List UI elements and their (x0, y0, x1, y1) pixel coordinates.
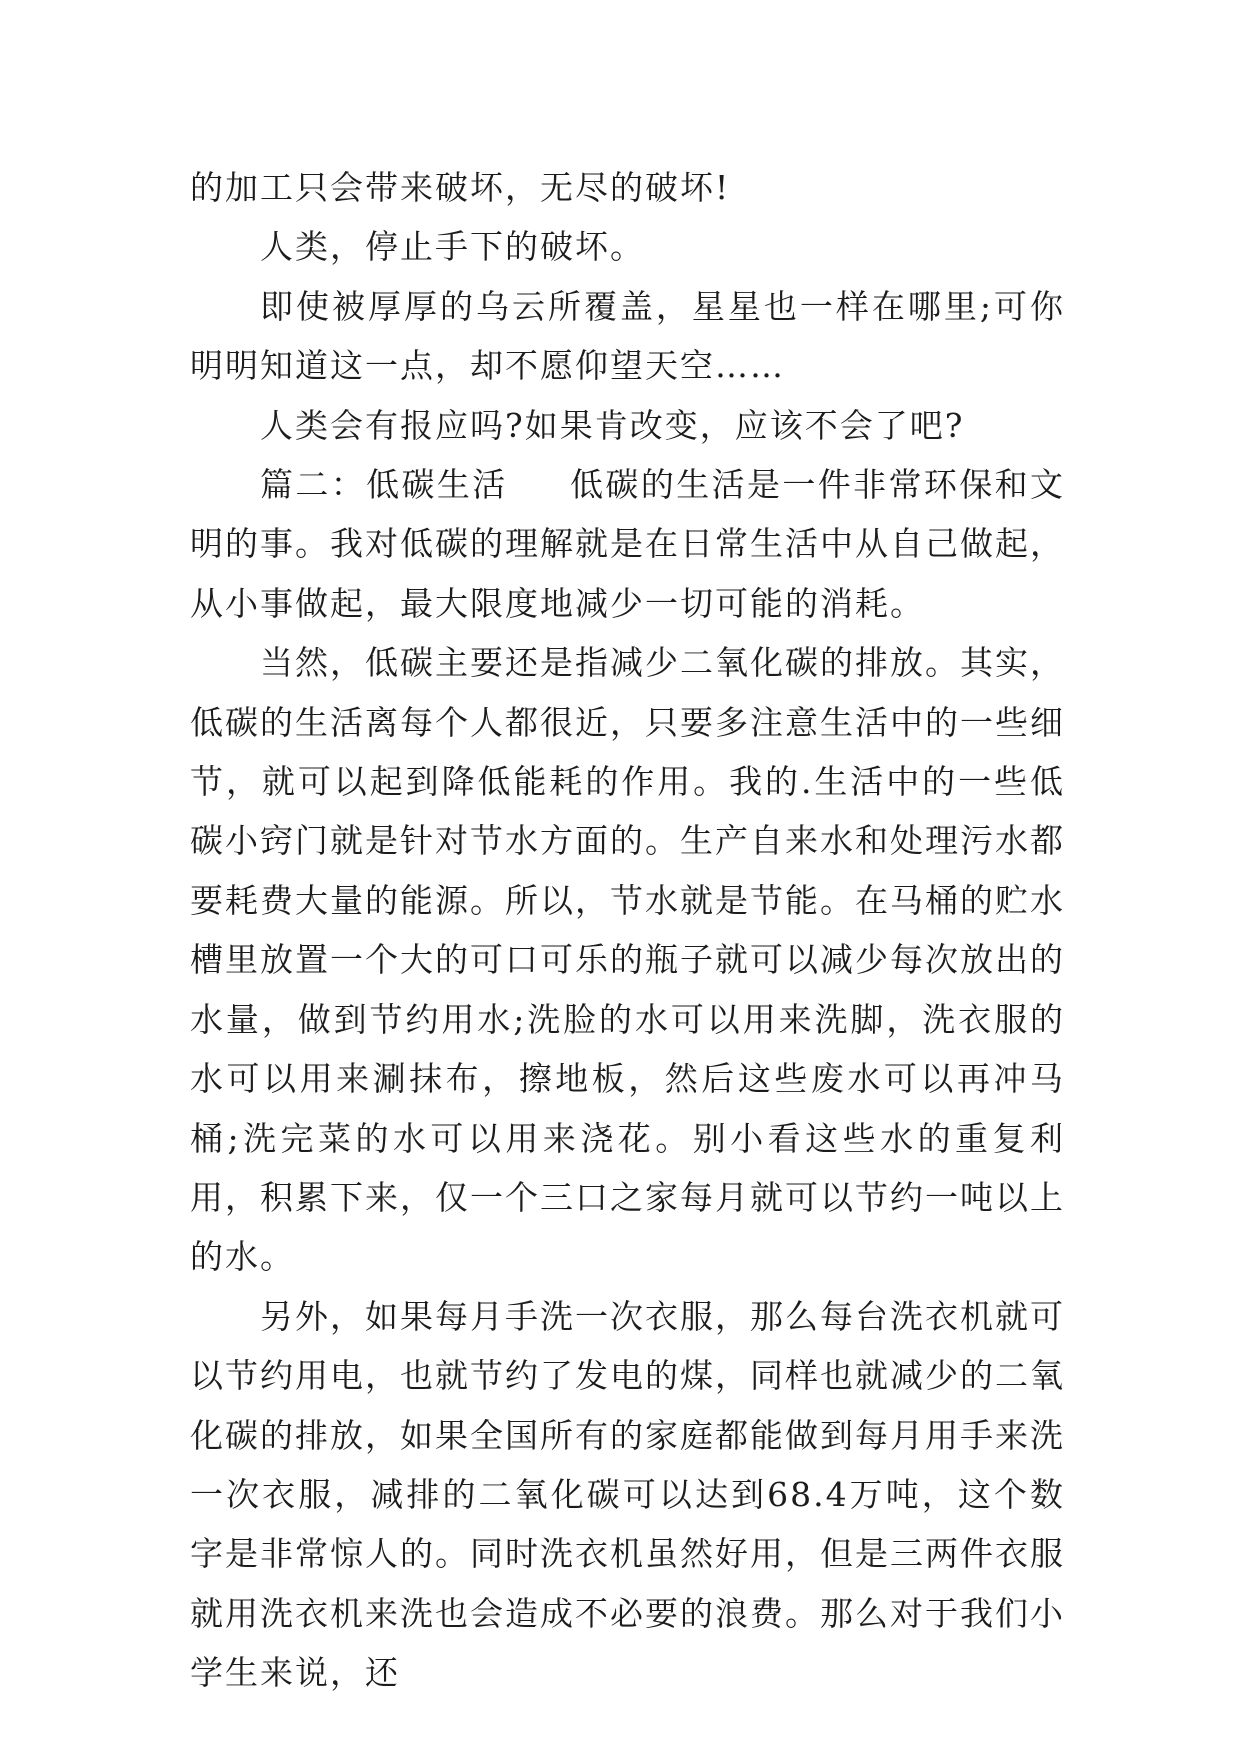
paragraph-6: 当然，低碳主要还是指减少二氧化碳的排放。其实，低碳的生活离每个人都很近，只要多注意生活中的一些细节，就可以起到降低能耗的作用。我的.生活中的一些低碳小窍门就是针对节水方面的。生产自来水和处理污水都要耗费大量的能源。所以，节水就是节能。在马桶的贮水槽里放置一个大的可口可乐的瓶子就可以减少每次放出的水量，做到节约用水;洗脸的水可以用来洗脚，洗衣服的水可以用来涮抹布，擦地板，然后这些废水可以再冲马桶;洗完菜的水可以用来浇花。别小看这些水的重复利用，积累下来，仅一个三口之家每月就可以节约一吨以上的水。 (190, 643, 1065, 1277)
paragraph-5 (190, 455, 1065, 633)
paragraph-5-text: 低碳的生活是一件非常环保和文明的事。我对低碳的理解就是在日常生活中从自己做起，从小事做起，最大限度地减少一切可能的消耗。 (190, 465, 1066, 623)
section-heading: 篇二：低碳生活 (260, 465, 508, 505)
paragraph-7: 另外，如果每月手洗一次衣服，那么每台洗衣机就可以节约用电，也就节约了发电的煤，同样也就减少的二氧化碳的排放，如果全国所有的家庭都能做到每月用手来洗一次衣服，减排的二氧化碳可以达到68.4万吨，这个数字是非常惊人的。同时洗衣机虽然好用，但是三两件衣服就用洗衣机来洗也会造成不必要的浪费。那么对于我们小学生来说，还 (190, 1296, 1065, 1693)
paragraph-4: 人类会有报应吗?如果肯改变，应该不会了吧? (260, 405, 965, 445)
paragraph-3: 即使被厚厚的乌云所覆盖，星星也一样在哪里;可你明明知道这一点，却不愿仰望天空…… (190, 286, 1065, 386)
document-body (190, 158, 1065, 1703)
paragraph-1: 的加工只会带来破坏，无尽的破坏! (190, 168, 731, 207)
paragraph-2: 人类，停止手下的破坏。 (260, 227, 645, 267)
